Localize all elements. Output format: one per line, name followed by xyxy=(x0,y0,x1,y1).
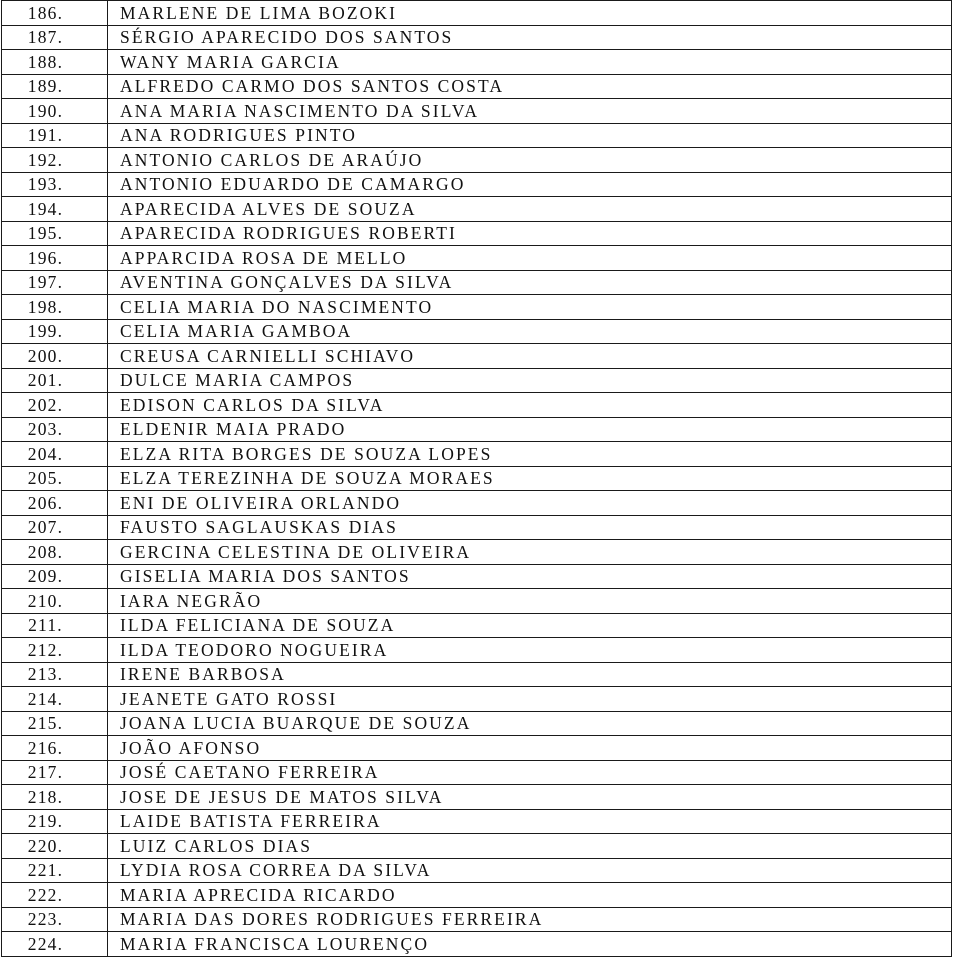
table-row xyxy=(2,1,952,26)
table-row xyxy=(2,99,952,124)
row-number: 212. xyxy=(2,638,108,663)
person-name: MARIA APRECIDA RICARDO xyxy=(108,883,952,908)
table-row xyxy=(2,883,952,908)
person-name: MARLENE DE LIMA BOZOKI xyxy=(108,1,952,26)
table-row xyxy=(2,564,952,589)
person-name: SÉRGIO APARECIDO DOS SANTOS xyxy=(108,25,952,50)
row-number: 187. xyxy=(2,25,108,50)
table-row xyxy=(2,540,952,565)
row-number: 213. xyxy=(2,662,108,687)
table-row xyxy=(2,148,952,173)
row-number: 222. xyxy=(2,883,108,908)
table-row xyxy=(2,393,952,418)
table-row xyxy=(2,809,952,834)
table-row xyxy=(2,417,952,442)
person-name: ANTONIO EDUARDO DE CAMARGO xyxy=(108,172,952,197)
row-number: 204. xyxy=(2,442,108,467)
person-name: ENI DE OLIVEIRA ORLANDO xyxy=(108,491,952,516)
table-row xyxy=(2,319,952,344)
person-name: ELDENIR MAIA PRADO xyxy=(108,417,952,442)
person-name: ILDA TEODORO NOGUEIRA xyxy=(108,638,952,663)
row-number: 216. xyxy=(2,736,108,761)
person-name: ANA RODRIGUES PINTO xyxy=(108,123,952,148)
row-number: 196. xyxy=(2,246,108,271)
table-row xyxy=(2,711,952,736)
row-number: 220. xyxy=(2,834,108,859)
table-row xyxy=(2,858,952,883)
names-table xyxy=(1,0,952,957)
person-name: MARIA FRANCISCA LOURENÇO xyxy=(108,932,952,957)
person-name: IARA NEGRÃO xyxy=(108,589,952,614)
person-name: JOÃO AFONSO xyxy=(108,736,952,761)
person-name: LUIZ CARLOS DIAS xyxy=(108,834,952,859)
person-name: AVENTINA GONÇALVES DA SILVA xyxy=(108,270,952,295)
table-row xyxy=(2,172,952,197)
row-number: 217. xyxy=(2,760,108,785)
table-row xyxy=(2,50,952,75)
table-row xyxy=(2,368,952,393)
person-name: ELZA TEREZINHA DE SOUZA MORAES xyxy=(108,466,952,491)
person-name: IRENE BARBOSA xyxy=(108,662,952,687)
person-name: EDISON CARLOS DA SILVA xyxy=(108,393,952,418)
person-name: GISELIA MARIA DOS SANTOS xyxy=(108,564,952,589)
table-row xyxy=(2,466,952,491)
person-name: ALFREDO CARMO DOS SANTOS COSTA xyxy=(108,74,952,99)
row-number: 221. xyxy=(2,858,108,883)
row-number: 214. xyxy=(2,687,108,712)
person-name: MARIA DAS DORES RODRIGUES FERREIRA xyxy=(108,907,952,932)
person-name: FAUSTO SAGLAUSKAS DIAS xyxy=(108,515,952,540)
table-row xyxy=(2,344,952,369)
row-number: 205. xyxy=(2,466,108,491)
table-row xyxy=(2,295,952,320)
table-row xyxy=(2,74,952,99)
row-number: 215. xyxy=(2,711,108,736)
row-number: 198. xyxy=(2,295,108,320)
person-name: APARECIDA ALVES DE SOUZA xyxy=(108,197,952,222)
person-name: ILDA FELICIANA DE SOUZA xyxy=(108,613,952,638)
table-row xyxy=(2,25,952,50)
table-row xyxy=(2,760,952,785)
row-number: 189. xyxy=(2,74,108,99)
table-row xyxy=(2,638,952,663)
row-number: 224. xyxy=(2,932,108,957)
row-number: 191. xyxy=(2,123,108,148)
table-row xyxy=(2,613,952,638)
person-name: CELIA MARIA GAMBOA xyxy=(108,319,952,344)
person-name: ELZA RITA BORGES DE SOUZA LOPES xyxy=(108,442,952,467)
row-number: 209. xyxy=(2,564,108,589)
row-number: 218. xyxy=(2,785,108,810)
person-name: LYDIA ROSA CORREA DA SILVA xyxy=(108,858,952,883)
row-number: 208. xyxy=(2,540,108,565)
person-name: GERCINA CELESTINA DE OLIVEIRA xyxy=(108,540,952,565)
row-number: 219. xyxy=(2,809,108,834)
row-number: 202. xyxy=(2,393,108,418)
row-number: 197. xyxy=(2,270,108,295)
row-number: 223. xyxy=(2,907,108,932)
row-number: 190. xyxy=(2,99,108,124)
names-table-body xyxy=(2,1,952,957)
row-number: 201. xyxy=(2,368,108,393)
table-row xyxy=(2,932,952,957)
row-number: 206. xyxy=(2,491,108,516)
table-row xyxy=(2,270,952,295)
row-number: 186. xyxy=(2,1,108,26)
person-name: JOSÉ CAETANO FERREIRA xyxy=(108,760,952,785)
row-number: 207. xyxy=(2,515,108,540)
row-number: 211. xyxy=(2,613,108,638)
table-row xyxy=(2,907,952,932)
table-row xyxy=(2,785,952,810)
row-number: 188. xyxy=(2,50,108,75)
person-name: JEANETE GATO ROSSI xyxy=(108,687,952,712)
row-number: 194. xyxy=(2,197,108,222)
person-name: JOSE DE JESUS DE MATOS SILVA xyxy=(108,785,952,810)
row-number: 195. xyxy=(2,221,108,246)
row-number: 203. xyxy=(2,417,108,442)
person-name: DULCE MARIA CAMPOS xyxy=(108,368,952,393)
row-number: 193. xyxy=(2,172,108,197)
table-row xyxy=(2,197,952,222)
row-number: 192. xyxy=(2,148,108,173)
row-number: 200. xyxy=(2,344,108,369)
row-number: 210. xyxy=(2,589,108,614)
table-row xyxy=(2,123,952,148)
person-name: ANTONIO CARLOS DE ARAÚJO xyxy=(108,148,952,173)
person-name: ANA MARIA NASCIMENTO DA SILVA xyxy=(108,99,952,124)
table-row xyxy=(2,221,952,246)
table-row xyxy=(2,246,952,271)
person-name: WANY MARIA GARCIA xyxy=(108,50,952,75)
table-row xyxy=(2,491,952,516)
table-row xyxy=(2,687,952,712)
person-name: APPARCIDA ROSA DE MELLO xyxy=(108,246,952,271)
person-name: LAIDE BATISTA FERREIRA xyxy=(108,809,952,834)
table-row xyxy=(2,515,952,540)
person-name: APARECIDA RODRIGUES ROBERTI xyxy=(108,221,952,246)
row-number: 199. xyxy=(2,319,108,344)
table-row xyxy=(2,736,952,761)
table-row xyxy=(2,662,952,687)
table-row xyxy=(2,834,952,859)
table-row xyxy=(2,589,952,614)
table-row xyxy=(2,442,952,467)
person-name: CREUSA CARNIELLI SCHIAVO xyxy=(108,344,952,369)
person-name: CELIA MARIA DO NASCIMENTO xyxy=(108,295,952,320)
person-name: JOANA LUCIA BUARQUE DE SOUZA xyxy=(108,711,952,736)
